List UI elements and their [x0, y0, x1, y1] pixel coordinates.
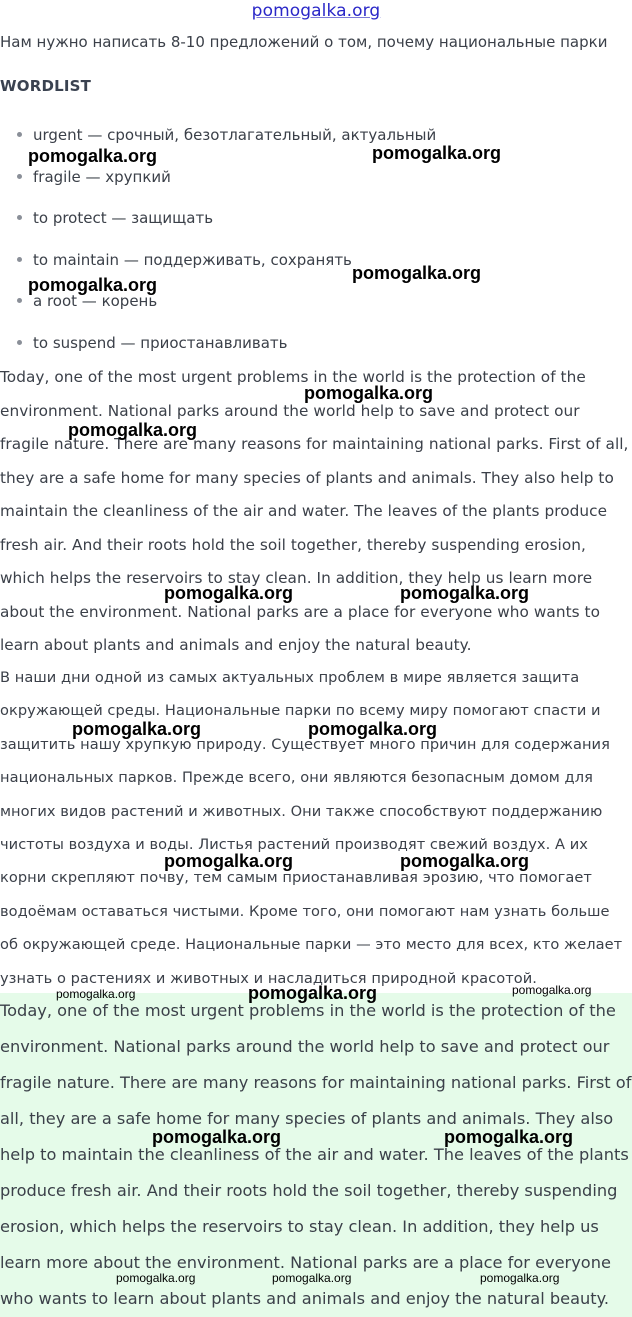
bullet-icon: [17, 132, 22, 137]
wordlist-item-text: a root — корень: [33, 292, 158, 310]
wordlist-item: [0, 208, 632, 250]
wordlist-item-text: to suspend — приостанавливать: [33, 333, 288, 352]
watermark: pomogalka.org: [28, 146, 158, 166]
wordlist-item: [0, 125, 632, 167]
wordlist-item-text: urgent — срочный, безотлагательный, актуальный: [33, 126, 437, 144]
bullet-icon: [17, 257, 22, 262]
watermark: pomogalka.org: [308, 719, 438, 739]
bullet-icon: [17, 174, 22, 179]
watermark: pomogalka.org: [68, 420, 198, 440]
watermark: pomogalka.org: [352, 263, 482, 283]
watermark: pomogalka.org: [400, 851, 530, 871]
watermark: pomogalka.org: [164, 851, 294, 871]
watermark: pomogalka.org: [272, 1271, 352, 1285]
wordlist-item-text: to protect — защищать: [33, 209, 214, 227]
bullet-icon: [17, 298, 22, 303]
watermark: pomogalka.org: [116, 1271, 196, 1285]
wordlist-heading: WORDLIST: [0, 77, 92, 95]
watermark: pomogalka.org: [372, 143, 502, 163]
watermark: pomogalka.org: [444, 1127, 574, 1147]
intro-text: Нам нужно написать 8-10 предложений о том, почему национальные парки: [0, 33, 608, 51]
answer-text: Today, one of the most urgent problems in the world is the protection of the environment. National parks around the world help to save and protect our fragile nature. There are many reasons for maintaining national parks. First of all, they are a safe home for many species of plants and animals. They also help to maintain the cleanliness of the air and water. The leaves of the plants produce fresh air. And their roots hold the soil together, thereby suspending erosion, which helps the reservoirs to stay clean. In addition, they help us learn more about the environment. National parks are a place for everyone who wants to learn about plants and animals and enjoy the natural beauty.: [0, 1001, 632, 1308]
watermark: pomogalka.org: [480, 1271, 560, 1285]
wordlist-item: [0, 250, 632, 292]
watermark: pomogalka.org: [400, 583, 530, 603]
wordlist-item-text: to maintain — поддерживать, сохранять: [33, 250, 352, 269]
wordlist-item: [0, 291, 632, 333]
english-text: Today, one of the most urgent problems in the world is the protection of the environment. National parks around the world help to save and protect our fragile nature. There are many reasons for maintaining national parks. First of all, they are a safe home for many species of plants and animals. They also help to maintain the cleanliness of the air and water. The leaves of the plants produce fresh air. And their roots hold the soil together, thereby suspending erosion, which helps the reservoirs to stay clean. In addition, they help us learn more about the environment. National parks are a place for everyone who wants to learn about plants and animals and enjoy the natural beauty.: [0, 368, 629, 654]
bullet-icon: [17, 215, 22, 220]
watermark: pomogalka.org: [512, 983, 592, 997]
watermark: pomogalka.org: [28, 275, 158, 295]
watermark: pomogalka.org: [248, 983, 378, 1003]
watermark: pomogalka.org: [152, 1127, 282, 1147]
watermark: pomogalka.org: [164, 583, 294, 603]
site-link[interactable]: pomogalka.org: [251, 1, 381, 21]
watermark: pomogalka.org: [72, 719, 202, 739]
wordlist: [0, 125, 632, 374]
wordlist-item-text: fragile — хрупкий: [33, 167, 171, 186]
wordlist-item: [0, 167, 632, 209]
watermark: pomogalka.org: [304, 383, 434, 403]
bullet-icon: [17, 340, 22, 345]
watermark: pomogalka.org: [56, 987, 136, 1001]
russian-translation: В наши дни одной из самых актуальных проблем в мире является защита окружающей среды. Национальные парки по всему миру помогают спасти и защитить нашу хрупкую природу. Существует много причин для содержания национальных парков. Прежде всего, они являются безопасным домом для многих видов растений и животных. Они также способствуют поддержанию чистоты воздуха и воды. Листья растений производят свежий воздух. А их корни скрепляют почву, тем самым приостанавливая эрозию, что помогает водоёмам оставаться чистыми. Кроме того, они помогают нам узнать больше об окружающей среде. Национальные парки — это место для всех, кто желает узнать о растениях и животных и насладиться природной красотой.: [0, 669, 623, 987]
